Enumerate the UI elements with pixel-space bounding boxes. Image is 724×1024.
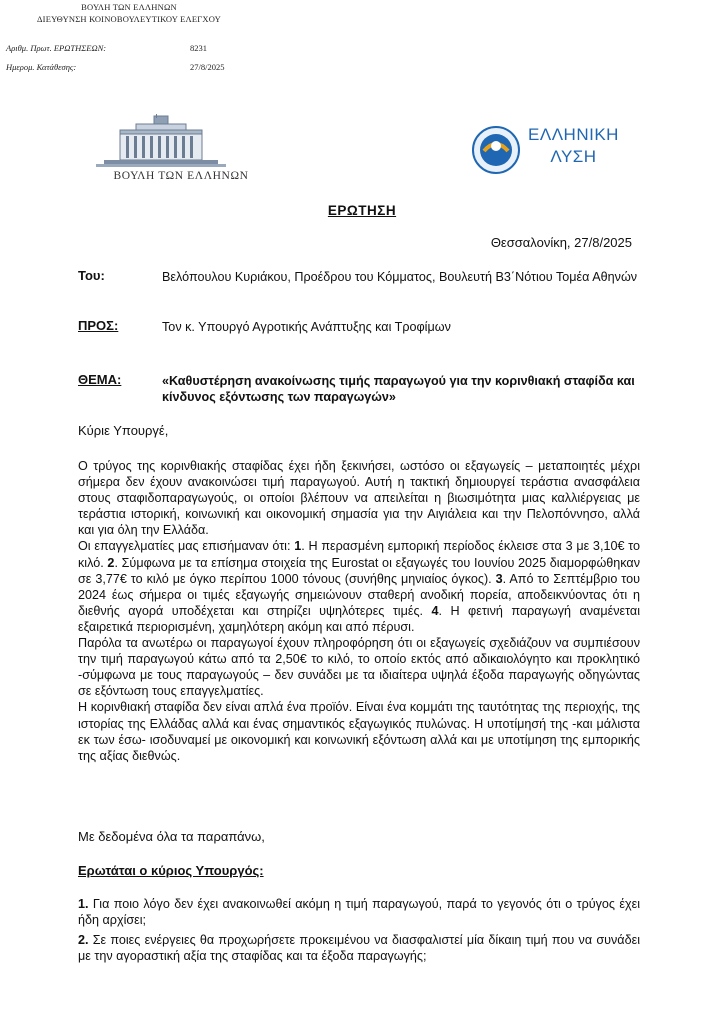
subject-value: «Καθυστέρηση ανακοίνωσης τιμής παραγωγού για την κορινθιακή σταφίδα και κίνδυνος εξόντωσης των παραγωγών» [162, 374, 635, 404]
org-department: ΔΙΕΥΘΥΝΣΗ ΚΟΙΝΟΒΟΥΛΕΥΤΙΚΟΥ ΕΛΕΓΧΟΥ [37, 13, 221, 24]
body-paragraph-3: Παρόλα τα ανωτέρω οι παραγωγοί έχουν πληροφόρηση ότι οι εξαγωγείς σχεδιάζουν να συμπιέσουν την τιμή παραγωγού κάτω από τα 2,50€ το κιλό, το οποίο εκτός από αδικαιολόγητο και προκλητικό -σύμφωνα με τους παραγωγούς – δεν συνάδει με τα ιδιαίτερα υψηλά έξοδα παραγωγής οδηγώντας σε εξόντωση τους επαγγελματίες. [78, 636, 640, 699]
place-date: Θεσσαλονίκη, 27/8/2025 [490, 235, 632, 250]
party-name-line1: ΕΛΛΗΝΙΚΗ [528, 125, 619, 144]
document-title: ΕΡΩΤΗΣΗ [327, 203, 397, 218]
filing-date-label: Ημερομ. Κατάθεσης: [6, 62, 77, 72]
point-text-2: . Σύμφωνα με τα επίσημα στοιχεία της Eurostat οι εξαγωγές του Ιουνίου 2025 διαμορφώθηκαν σε 3,77€ το κιλό με όγκο περίπου 1000 τόνους (συνήθης μηνιαίος όγκος). [78, 555, 641, 586]
recipient-value: Τον κ. Υπουργό Αγροτικής Ανάπτυξης και Τροφίμων [162, 320, 451, 334]
point-text-4: . Η φετινή παραγωγή αναμένεται εξαιρετικά περιορισμένη, χαμηλότερη ακόμη και από πέρυσι. [78, 603, 640, 634]
question-number-1: 1. [78, 897, 89, 911]
document-body [78, 458, 640, 764]
point-text-1: . Η περασμένη εμπορική περίοδος έκλεισε στα 3 με 3,10€ το κιλό. [78, 539, 640, 570]
point-number-4: 4 [431, 603, 439, 618]
point-text-3: . Από το Σεπτέμβριο του 2024 έως σήμερα οι τιμές εξαγωγής σημειώνουν σταθερή ανοδική πορεία, αποδεικνύοντας ότι η διεθνής αγορά υποδέχεται και στηρίζει υψηλότερες τιμές. [78, 571, 640, 618]
question-number-2: 2. [78, 933, 89, 948]
filing-date-row [6, 62, 225, 72]
protocol-number: 8231 [190, 43, 207, 53]
question-text-1: Για ποιο λόγο δεν έχει ανακοινωθεί ακόμη η τιμή παραγωγού, παρά το γεγονός ότι ο τρύγος έχει ήδη αρχίσει; [78, 897, 640, 928]
subject-label: ΘΕΜΑ: [78, 372, 122, 387]
point-number-3: 3 [495, 571, 503, 586]
parliament-logo-caption: ΒΟΥΛΗ ΤΩΝ ΕΛΛΗΝΩΝ [113, 170, 249, 182]
protocol-label: Αριθμ. Πρωτ. ΕΡΩΤΗΣΕΩΝ: [6, 43, 107, 53]
question-text-2: Σε ποιες ενέργειες θα προχωρήσετε προκειμένου να διασφαλιστεί μία δίκαιη τιμή που να συνάδει με την αγοραστική αξία της σταφίδας και τα έξοδα παραγωγής; [78, 933, 640, 964]
parliament-header [14, 3, 244, 26]
body-paragraph-4: Η κορινθιακή σταφίδα δεν είναι απλά ένα προϊόν. Είναι ένα κομμάτι της ταυτότητας της περιοχής, της ιστορίας της Ελλάδας αλλά και ένας σημαντικός εξαγωγικός πυλώνας. Η υποτίμησή της -και μάλιστα εκ των έσω- ισοδυναμεί με οικονομική και κοινωνική εξόντωση αλλά και με υποτίμηση της εμπορικής της αξίας διεθνώς. [78, 700, 640, 763]
party-logo-text [528, 124, 619, 168]
protocol-row [6, 43, 207, 53]
body-paragraph-1: Ο τρύγος της κορινθιακής σταφίδας έχει ήδη ξεκινήσει, ωστόσο οι εξαγωγείς – μεταποιητές μέχρι σήμερα δεν έχουν ανακοινώσει τιμή παραγωγού. Αυτή η τακτική δημιουργεί τεράστια ανασφάλεια στους σταφιδοπαραγωγούς, οι οποίοι βλέπουν να απειλείται η βιωσιμότητα μιας καλλιέργειας με τεράστια ιστορική, κοινωνική και οικονομική σημασία για την Αιγιάλεια και την Πελοπόννησο, αλλά και για όλη την Ελλάδα. [78, 459, 640, 538]
question-item-1 [78, 896, 640, 928]
body-paragraph-2 [78, 538, 640, 635]
salutation: Κύριε Υπουργέ, [78, 423, 169, 438]
from-value: Βελόπουλου Κυριάκου, Προέδρου του Κόμματος, Βουλευτή Β3΄Νότιου Τομέα Αθηνών [162, 270, 638, 284]
point-number-1: 1 [294, 539, 302, 554]
questions-heading: Ερωτάται ο κύριος Υπουργός: [78, 863, 264, 878]
from-label: Του: [78, 268, 105, 283]
questions-list [78, 896, 640, 968]
party-name-line2: ΛΥΣΗ [550, 147, 597, 166]
paragraph-intro: Οι επαγγελματίες μας επισήμαναν ότι: [78, 539, 295, 554]
recipient-label: ΠΡΟΣ: [78, 318, 119, 333]
org-name: ΒΟΥΛΗ ΤΩΝ ΕΛΛΗΝΩΝ [81, 2, 177, 12]
question-item-2 [78, 932, 640, 964]
point-number-2: 2 [107, 555, 115, 570]
closing-line: Με δεδομένα όλα τα παραπάνω, [78, 829, 265, 844]
filing-date-value: 27/8/2025 [190, 62, 225, 72]
